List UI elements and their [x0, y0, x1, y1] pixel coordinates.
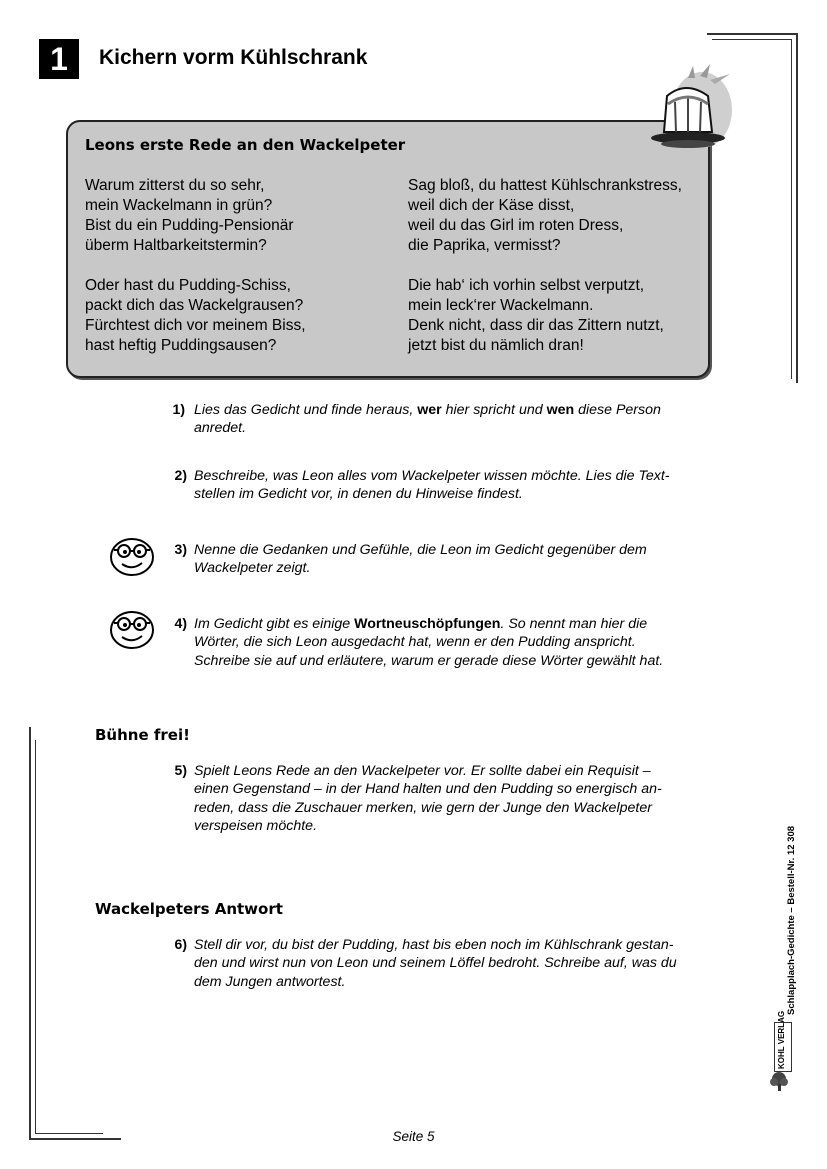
frame-top-right-h1: [707, 33, 797, 35]
poem-line: jetzt bist du nämlich dran!: [408, 337, 584, 354]
wackelpeter-illustration: [640, 60, 740, 158]
task-2-text: [194, 467, 734, 504]
task-5-text: [194, 762, 734, 835]
frame-top-right-v2: [791, 39, 792, 379]
poem-line: hast heftig Puddingsausen?: [85, 337, 277, 354]
task-line: reden, dass die Zuschauer merken, wie gern der Junge den Wackelpeter: [194, 799, 652, 816]
task-line: Beschreibe, was Leon alles vom Wackelpeter wissen möchte. Lies die Text-: [194, 468, 670, 484]
publisher-logo-box: [774, 1010, 792, 1072]
poem-stanza-left-1: [85, 176, 294, 256]
poem-line: Sag bloß, du hattest Kühlschrankstress,: [408, 177, 682, 194]
emphasis-wer: wer: [417, 402, 442, 418]
section-heading-buhne-frei: Bühne frei!: [95, 726, 190, 744]
page-number: Seite 5: [392, 1129, 435, 1144]
poem-line: Oder hast du Pudding-Schiss,: [85, 277, 291, 294]
task-number: 3): [174, 541, 187, 557]
task-line: verspeisen möchte.: [194, 817, 318, 834]
poem-line: Warum zitterst du so sehr,: [85, 177, 265, 194]
frame-top-right-v1: [796, 33, 798, 383]
text-segment: Im Gedicht gibt es einige: [194, 616, 355, 632]
task-line: Wackelpeter zeigt.: [194, 560, 311, 577]
publisher-name: KOHL VERLAG: [777, 1010, 786, 1069]
text-segment: . So nennt man hier die: [500, 616, 648, 632]
chapter-number: 1: [39, 39, 79, 79]
task-3-text: [194, 541, 734, 578]
task-line: Stell dir vor, du bist der Pudding, hast bis eben noch im Kühlschrank gestan-: [194, 937, 674, 953]
tree-icon: [768, 1070, 790, 1092]
task-number: 4): [174, 615, 187, 631]
task-line: Schreibe sie auf und erläutere, warum er gerade diese Wörter gewählt hat.: [194, 652, 664, 669]
poem-stanza-left-2: [85, 276, 306, 356]
task-6-text: [194, 936, 744, 991]
task-number: 6): [174, 936, 187, 952]
task-number: 5): [174, 762, 187, 778]
poem-stanza-right-1: [408, 176, 682, 256]
frame-top-right-h2: [712, 39, 792, 40]
task-line: Spielt Leons Rede an den Wackelpeter vor. Er sollte dabei ein Requisit –: [194, 763, 651, 779]
poem-line: Denk nicht, dass dir das Zittern nutzt,: [408, 317, 664, 334]
poem-line: weil dich der Käse disst,: [408, 197, 575, 214]
task-line: anredet.: [194, 420, 247, 437]
poem-line: weil du das Girl im roten Dress,: [408, 217, 624, 234]
task-number: 1): [172, 401, 185, 417]
poem-line: die Paprika, vermisst?: [408, 237, 561, 254]
task-4-text: [194, 615, 754, 670]
task-line: [194, 401, 724, 419]
frame-bottom-left-v1: [29, 727, 31, 1139]
frame-bottom-left-v2: [35, 740, 36, 1134]
poem-stanza-right-2: [408, 276, 664, 356]
side-order-info: Schlapplach-Gedichte – Bestell-Nr. 12 308: [786, 825, 797, 1015]
poem-line: Fürchtest dich vor meinem Biss,: [85, 317, 306, 334]
emphasis-wen: wen: [546, 402, 575, 418]
poem-line: Bist du ein Pudding-Pensionär: [85, 217, 294, 234]
poem-line: mein Wackelmann in grün?: [85, 197, 273, 214]
text-segment: Lies das Gedicht und finde heraus,: [194, 402, 418, 418]
task-line: Wörter, die sich Leon ausgedacht hat, wenn er den Pudding anspricht.: [194, 634, 636, 651]
task-line: [194, 615, 754, 633]
task-1-text: [194, 401, 724, 438]
poem-line: mein leck‘rer Wackelmann.: [408, 297, 594, 314]
poem-line: Die hab‘ ich vorhin selbst verputzt,: [408, 277, 645, 294]
section-heading-antwort: Wackelpeters Antwort: [95, 900, 283, 918]
task-line: Nenne die Gedanken und Gefühle, die Leon im Gedicht gegenüber dem: [194, 542, 647, 558]
poem-line: überm Haltbarkeitstermin?: [85, 237, 267, 254]
poem-line: packt dich das Wackelgrausen?: [85, 297, 304, 314]
text-segment: diese Person: [574, 402, 661, 418]
task-line: einen Gegenstand – in der Hand halten und den Pudding so energisch an-: [194, 781, 662, 798]
task-line: den und wirst nun von Leon und seinem Löffel bedroht. Schreibe auf, was du: [194, 955, 677, 972]
task-number: 2): [174, 467, 187, 483]
text-segment: hier spricht und: [441, 402, 547, 418]
task-line: dem Jungen antwortest.: [194, 973, 346, 990]
emphasis-wortneuschoepfungen: Wortneuschöpfungen: [354, 616, 501, 632]
publisher-logo: [768, 1010, 800, 1094]
glasses-smiley-icon: [108, 610, 156, 650]
glasses-smiley-icon: [108, 537, 156, 577]
task-line: stellen im Gedicht vor, in denen du Hinweise findest.: [194, 486, 523, 503]
poem-title: Leons erste Rede an den Wackelpeter: [85, 136, 406, 154]
page-title: Kichern vorm Kühlschrank: [99, 46, 368, 69]
